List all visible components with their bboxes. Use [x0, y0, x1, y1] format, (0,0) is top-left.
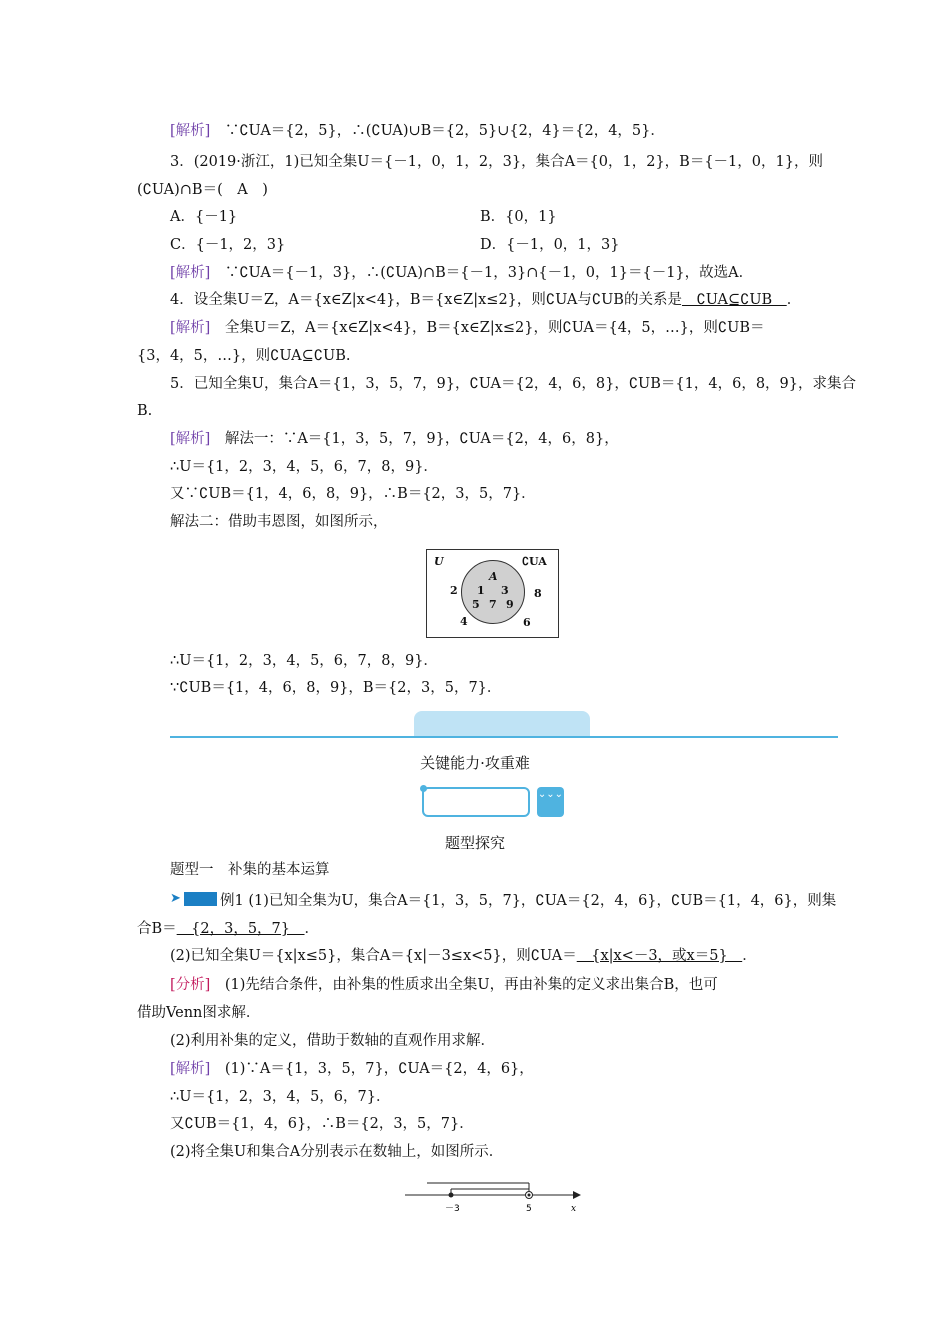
axis-label: x	[571, 1204, 577, 1214]
analysis-line-4: [解析] 全集U＝Z，A＝{x∈Z|x<4}，B＝{x∈Z|x≤2}，则∁UA＝{4，5，…}，则∁UB＝	[170, 320, 765, 336]
venn-element: 8	[534, 587, 542, 600]
section-title: 关键能力·攻重难	[420, 754, 530, 772]
venn-u-label: U	[434, 555, 444, 568]
text-line: ∴U＝{1，2，3，4，5，6，7}．	[170, 1089, 391, 1105]
text-line: (2)利用补集的定义，借助于数轴的直观作用求解．	[170, 1033, 496, 1049]
venn-a-label: A	[489, 570, 498, 583]
solution-line: ∴U＝{1，2，3，4，5，6，7，8，9}．	[170, 459, 438, 475]
analysis-tag: [解析]	[170, 123, 211, 139]
solution-line: 又∵∁UB＝{1，4，6，8，9}，∴B＝{2，3，5，7}．	[170, 486, 536, 502]
text-line: 又∁UB＝{1，4，6}，∴B＝{2，3，5，7}．	[170, 1116, 474, 1132]
section-subtitle: 题型探究	[444, 834, 505, 852]
topic-heading: 题型一 补集的基本运算	[170, 862, 330, 878]
text-line: (2)将全集U和集合A分别表示在数轴上，如图所示．	[170, 1144, 504, 1160]
number-line	[405, 1178, 585, 1218]
option-b: B．{0，1}	[480, 209, 557, 225]
section-tab	[414, 711, 590, 737]
analysis-line-5: [解析] 解法一：∵A＝{1，3，5，7，9}，∁UA＝{2，4，6，8}，	[170, 431, 619, 447]
option-c: C．{－1，2，3}	[170, 237, 286, 253]
analysis-heading: [分析] (1)先结合条件，由补集的性质求出全集U，再由补集的定义求出集合B，也可	[170, 977, 718, 993]
venn-cua-label: ∁UA	[522, 555, 547, 568]
solution-line: ∴U＝{1，2，3，4，5，6，7，8，9}．	[170, 653, 438, 669]
answer-blank: ∁UA⊆∁UB	[681, 292, 787, 308]
venn-element: 1	[477, 584, 485, 597]
problem-5-line-2: B.	[137, 403, 153, 419]
analysis-line-4b: {3，4，5，…}，则∁UA⊆∁UB.	[137, 348, 351, 364]
example-arrow-icon: ➤	[170, 891, 218, 907]
venn-element: 5	[472, 598, 480, 611]
option-a: A．{－1}	[170, 209, 238, 225]
problem-3-line-2: (∁UA)∩B＝( A )	[137, 182, 268, 198]
analysis-line-6: [解析] (1)∵A＝{1，3，5，7}，∁UA＝{2，4，6}，	[170, 1061, 534, 1077]
venn-element: 7	[489, 598, 497, 611]
solution-line: ∵∁UB＝{1，4，6，8，9}，B＝{2，3，5，7}．	[170, 680, 502, 696]
venn-element: 6	[523, 616, 531, 629]
venn-element: 2	[450, 584, 458, 597]
decor-box	[422, 787, 530, 817]
problem-4: 4．设全集U＝Z，A＝{x∈Z|x<4}，B＝{x∈Z|x≤2}，则∁UA与∁UB的关系是 ∁UA⊆∁UB ．	[170, 292, 802, 308]
answer-blank: {x|x<－3，或x＝5}	[576, 948, 743, 964]
analysis-line-1: [解析] ∵∁UA＝{2，5}，∴(∁UA)∪B＝{2，5}∪{2，4}＝{2，4，5}．	[170, 123, 665, 139]
tick-label: －3	[445, 1204, 460, 1214]
chevron-down-icon: ⌄⌄⌄	[537, 787, 564, 817]
venn-element: 3	[501, 584, 509, 597]
venn-element: 4	[460, 615, 468, 628]
answer-blank: {2，3，5，7}	[176, 921, 305, 937]
option-d: D．{－1，0，1，3}	[480, 237, 620, 253]
solution-line: 解法二：借助韦恩图，如图所示，	[170, 514, 388, 530]
section-divider	[170, 736, 838, 738]
tick-label: 5	[526, 1204, 532, 1214]
problem-5-line-1: 5．已知全集U，集合A＝{1，3，5，7，9}，∁UA＝{2，4，6，8}，∁UB＝{1，4，6，8，9}，求集合	[170, 376, 856, 392]
example-line-2: 合B＝ {2，3，5，7} ．	[137, 921, 320, 937]
analysis-line-3: [解析] ∵∁UA＝{－1，3}，∴(∁UA)∩B＝{－1，3}∩{－1，0，1}＝{－1}，故选A．	[170, 265, 754, 281]
venn-diagram	[426, 549, 559, 638]
example-line-3: (2)已知全集U＝{x|x≤5}，集合A＝{x|－3≤x<5}，则∁UA＝ {x|x<－3，或x＝5} ．	[170, 948, 757, 964]
text-line: 借助Venn图求解．	[137, 1005, 261, 1021]
example-line-1: 例1 (1)已知全集为U，集合A＝{1，3，5，7}，∁UA＝{2，4，6}，∁UB＝{1，4，6}，则集	[220, 893, 837, 909]
problem-3-line-1: 3．(2019·浙江，1)已知全集U＝{－1，0，1，2，3}，集合A＝{0，1，2}，B＝{－1，0，1}，则	[170, 154, 823, 170]
venn-element: 9	[506, 598, 514, 611]
